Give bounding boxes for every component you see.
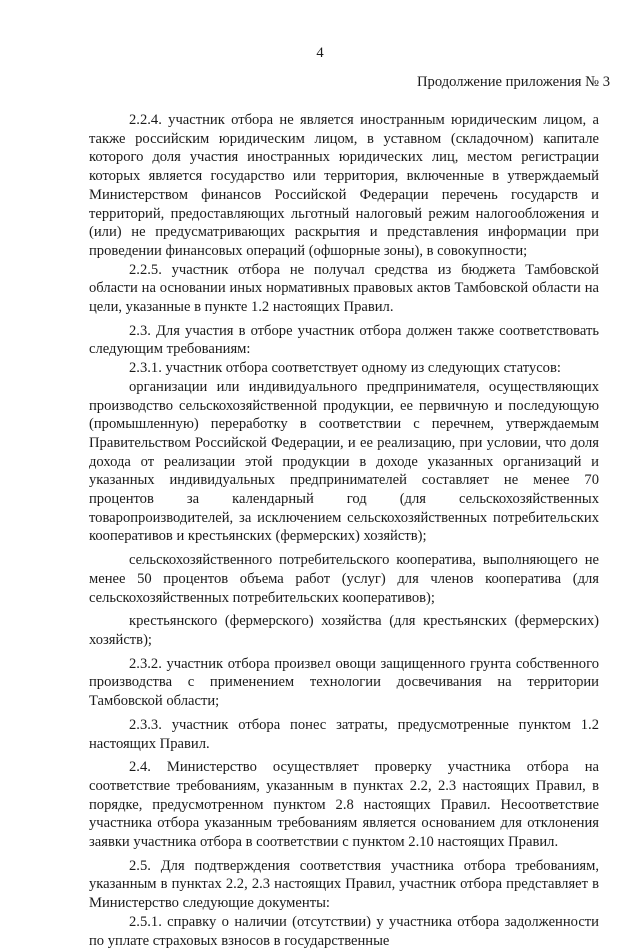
document-body	[89, 111, 599, 950]
status-farm: крестьянского (фермерского) хозяйства (для крестьянских (фермерских) хозяйств);	[89, 613, 599, 648]
status-organization: организации или индивидуального предпринимателя, осуществляющих производство сельскохозяйственной продукции, ее первичную и последующую (промышленную) переработку в соответствии с перечнем, утверждаемым Правительством Российской Федерации, и ее реализацию, при условии, что доля дохода от реализации этой продукции в доходе указанных организаций и указанных индивидуальных предпринимателей составляет не менее 70 процентов за календарный год (для сельскохозяйственных товаропроизводителей, за исключением сельскохозяйственных потребительских кооперативов и крестьянских (фермерских) хозяйств);	[89, 378, 599, 545]
page-number: 4	[316, 45, 324, 61]
paragraph-2-2-4: 2.2.4. участник отбора не является иностранным юридическим лицом, а также российским юридическим лицом, в уставном (складочном) капитале которого доля участия иностранных юридических лиц, местом регистрации которых является государство или территория, включенные в утверждаемый Министерством финансов Российской Федерации перечень государств и территорий, предоставляющих льготный налоговый режим налогообложения и (или) не предусматривающих раскрытия и представления информации при проведении финансовых операций (офшорные зоны), в совокупности;	[89, 112, 599, 259]
paragraph-2-3: 2.3. Для участия в отборе участник отбора должен также соответствовать следующим требованиям:	[89, 322, 599, 358]
status-cooperative: сельскохозяйственного потребительского кооператива, выполняющего не менее 50 процентов объема работ (услуг) для членов кооператива (для сельскохозяйственных потребительских кооперативов);	[89, 552, 599, 606]
paragraph-2-3-1: 2.3.1. участник отбора соответствует одному из следующих статусов:	[129, 360, 561, 377]
paragraph-2-2-5: 2.2.5. участник отбора не получал средства из бюджета Тамбовской области на основании иных нормативных правовых актов Тамбовской области на цели, указанные в пункте 1.2 настоящих Правил.	[89, 261, 599, 316]
paragraph-2-5-1: 2.5.1. справку о наличии (отсутствии) у участника отбора задолженности по уплате страховых взносов в государственные	[89, 913, 599, 949]
paragraph-2-3-3: 2.3.3. участник отбора понес затраты, предусмотренные пунктом 1.2 настоящих Правил.	[89, 716, 599, 752]
paragraph-2-3-2: 2.3.2. участник отбора произвел овощи защищенного грунта собственного производства с применением технологии досвечивания на территории Тамбовской области;	[89, 655, 599, 710]
appendix-label: Продолжение приложения № 3	[417, 74, 610, 90]
paragraph-2-4: 2.4. Министерство осуществляет проверку участника отбора на соответствие требованиям, указанным в пунктах 2.2, 2.3 настоящих Правил, в порядке, предусмотренном пунктом 2.8 настоящих Правил. Несоответствие участника отбора указанным требованиям является основанием для отклонения заявки участника отбора в соответствии с пунктом 2.10 настоящих Правил.	[89, 759, 599, 851]
paragraph-2-5: 2.5. Для подтверждения соответствия участника отбора требованиям, указанным в пунктах 2.2, 2.3 настоящих Правил, участник отбора представляет в Министерство следующие документы:	[89, 857, 599, 912]
